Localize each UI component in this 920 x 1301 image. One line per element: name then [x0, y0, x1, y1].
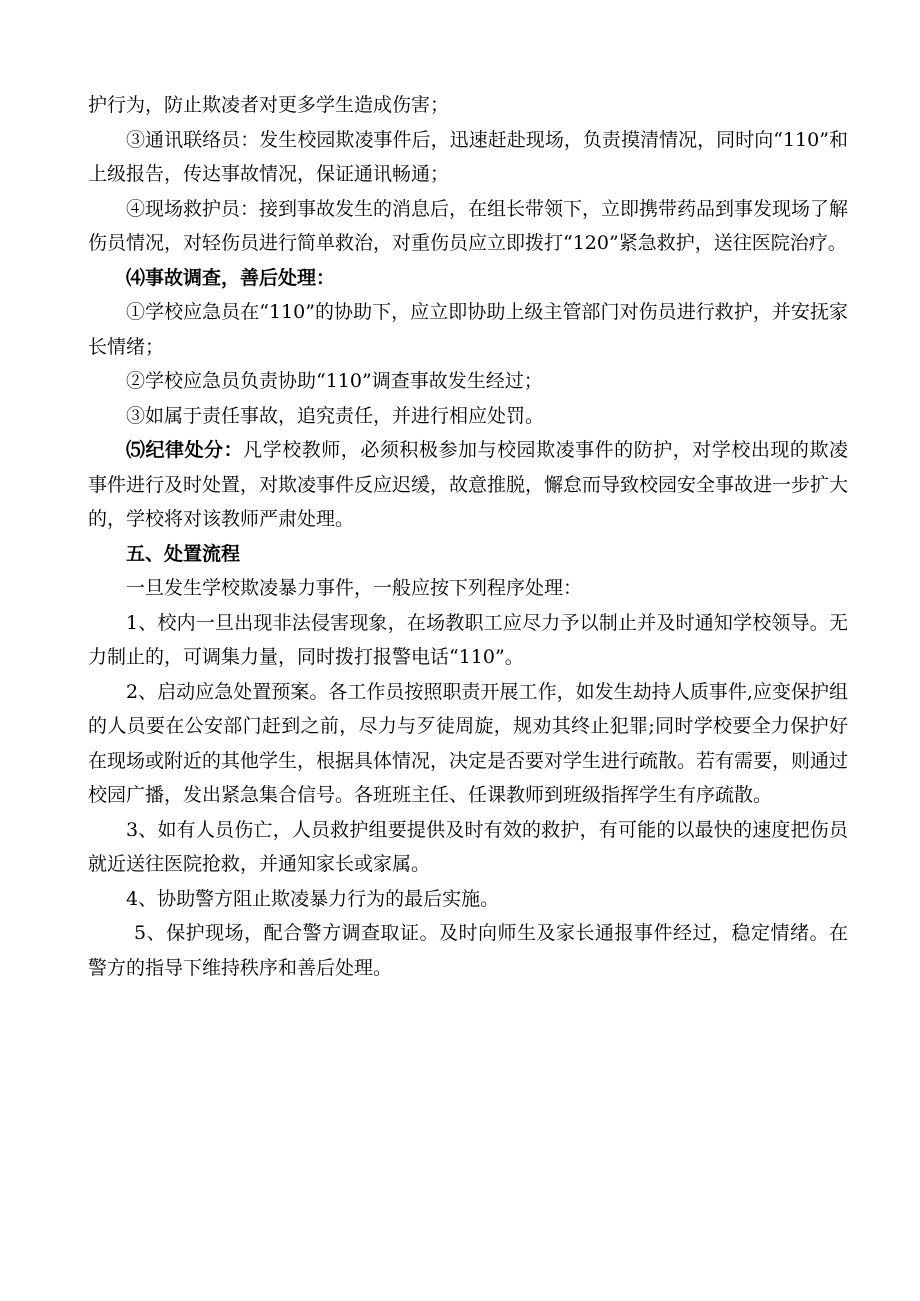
paragraph-rescuer: ④现场救护员：接到事故发生的消息后，在组长带领下，立即携带药品到事发现场了解伤员情况，对轻伤员进行简单救治，对重伤员应立即拨打“120”紧急救护，送往医院治疗。 [88, 197, 849, 254]
discipline-label: ⑸纪律处分： [126, 439, 244, 461]
discipline-text: 凡学校教师，必须积极参加与校园欺凌事件的防护，对学校出现的欺凌事件进行及时处置，对欺凌事件反应迟缓，故意推脱，懈怠而导致校园安全事故进一步扩大的，学校将对该教师严肃处理。 [88, 439, 849, 530]
heading-procedure: 五、处置流程 [126, 542, 241, 565]
paragraph-discipline [88, 433, 848, 537]
paragraph-investigation-2: ②学校应急员负责协助“110”调查事故发生经过； [126, 370, 543, 392]
document-body [88, 88, 848, 985]
paragraph-step-1: 1、校内一旦出现非法侵害现象，在场教职工应尽力予以制止并及时通知学校领导。无力制止的，可调集力量，同时拨打报警电话“110”。 [88, 611, 848, 668]
paragraph-investigation-1: ①学校应急员在“110”的协助下，应立即协助上级主管部门对伤员进行救护，并安抚家长情绪； [88, 301, 848, 358]
paragraph-step-5: 5、保护现场，配合警方调查取证。及时向师生及家长通报事件经过，稳定情绪。在警方的指导下维持秩序和善后处理。 [88, 922, 848, 979]
paragraph-continuation: 护行为，防止欺凌者对更多学生造成伤害； [88, 94, 450, 116]
paragraph-communicator: ③通讯联络员：发生校园欺凌事件后，迅速赶赴现场，负责摸清情况，同时向“110”和上级报告，传达事故情况，保证通讯畅通； [88, 128, 848, 185]
paragraph-investigation-3: ③如属于责任事故，追究责任，并进行相应处罚。 [126, 404, 545, 427]
paragraph-step-2: 2、启动应急处置预案。各工作员按照职责开展工作，如发生劫持人质事件,应变保护组的人员要在公安部门赶到之前，尽力与歹徒周旋，规劝其终止犯罪;同时学校要全力保护好在现场或附近的其他学生，根据具体情况，决定是否要对学生进行疏散。若有需要，则通过校园广播，发出紧急集合信号。各班班主任、任课教师到班级指挥学生有序疏散。 [88, 680, 849, 806]
heading-investigation: ⑷事故调查，善后处理： [126, 266, 336, 289]
paragraph-procedure-intro: 一旦发生学校欺凌暴力事件，一般应按下列程序处理： [126, 577, 583, 599]
paragraph-step-3: 3、如有人员伤亡，人员救护组要提供及时有效的救护，有可能的以最快的速度把伤员就近送往医院抢救，并通知家长或家属。 [88, 818, 848, 875]
paragraph-step-4: 4、协助警方阻止欺凌暴力行为的最后实施。 [126, 887, 500, 910]
